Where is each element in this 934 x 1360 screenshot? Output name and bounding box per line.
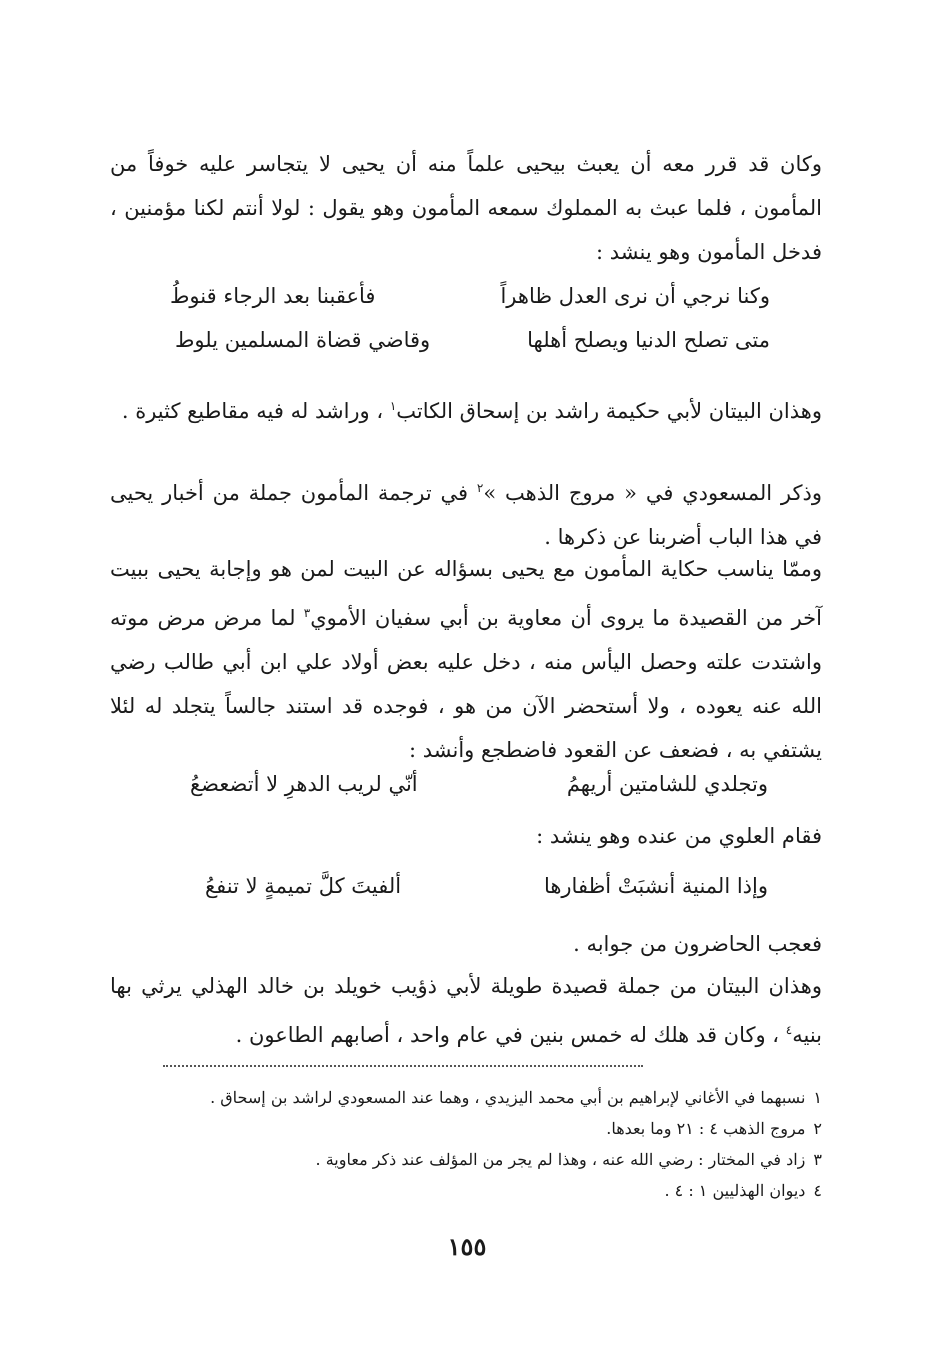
footnote-1-text: نسبهما في الأغاني لإبراهيم بن أبي محمد اليزيدي ، وهما عند المسعودي لراشد بن إسحاق .	[210, 1088, 806, 1107]
footnote-ref-1: ١	[389, 399, 397, 413]
footnote-ref-2: ٢	[476, 481, 484, 495]
verse-4	[205, 864, 768, 908]
paragraph-5	[110, 814, 822, 858]
verse-1	[170, 274, 770, 318]
paragraph-4	[110, 547, 822, 772]
verse-4-second-hemistich: ألفيتَ كلَّ تميمةٍ لا تنفعُ	[205, 874, 402, 898]
footnote-2	[150, 1113, 822, 1144]
paragraph-3-text-end: في ترجمة المأمون جملة من أخبار يحيى في هذا الباب أضربنا عن ذكرها .	[110, 481, 822, 549]
paragraph-7-text: وهذان البيتان من جملة قصيدة طويلة لأبي ذؤيب خويلد بن خالد الهذلي يرثي بها بنيه	[110, 974, 822, 1047]
verse-2	[175, 318, 770, 362]
paragraph-2	[110, 384, 822, 433]
footnote-1	[150, 1082, 822, 1113]
paragraph-2-text: وهذان البيتان لأبي حكيمة راشد بن إسحاق الكاتب	[396, 399, 822, 423]
footnotes	[150, 1082, 822, 1206]
footnote-ref-4: ٤	[785, 1023, 793, 1037]
footnote-2-text: مروج الذهب ٤ : ٢١ وما بعدها.	[606, 1119, 806, 1138]
verse-3	[190, 762, 768, 806]
footnote-1-number: ١	[813, 1088, 822, 1107]
paragraph-3-text: وذكر المسعودي في « مروج الذهب »	[483, 481, 822, 505]
paragraph-7	[110, 964, 822, 1057]
footnote-4	[150, 1175, 822, 1206]
footnote-ref-3: ٣	[303, 606, 311, 620]
paragraph-6	[110, 922, 822, 966]
footnote-3	[150, 1144, 822, 1175]
paragraph-5-text: فقام العلوي من عنده وهو ينشد :	[536, 824, 822, 848]
verse-1-first-hemistich: وكنا نرجي أن نرى العدل ظاهراً	[500, 284, 770, 308]
paragraph-4-text-end: لما مرض مرض موته واشتدت علته وحصل اليأس منه ، دخل عليه بعض أولاد علي ابن أبي طالب رضي الله عنه يعوده ، ولا أستحضر الآن من هو ، فوجده قد استند جالساً يتجلد له لئلا يشتفي به ، فضعف عن القعود فاضطجع وأنشد :	[110, 606, 822, 762]
paragraph-3	[110, 466, 822, 559]
footnote-3-number: ٣	[813, 1150, 822, 1169]
verse-3-first-hemistich: وتجلدي للشامتين أريهمُ	[566, 772, 768, 796]
verse-2-second-hemistich: وقاضي قضاة المسلمين يلوط	[175, 328, 431, 352]
verse-2-first-hemistich: متى تصلح الدنيا ويصلح أهلها	[527, 328, 770, 352]
paragraph-2-text-end: ، وراشد له فيه مقاطيع كثيرة .	[121, 399, 390, 423]
paragraph-1	[110, 142, 822, 274]
verse-3-second-hemistich: أنّي لريب الدهرِ لا أتضعضعُ	[190, 772, 418, 796]
page-number: ١٥٥	[447, 1232, 487, 1261]
footnote-2-number: ٢	[813, 1119, 822, 1138]
paragraph-6-text: فعجب الحاضرون من جوابه .	[573, 932, 822, 956]
verse-1-second-hemistich: فأعقبنا بعد الرجاء قنوطُ	[170, 284, 376, 308]
paragraph-4-text: وممّا يناسب حكاية المأمون مع يحيى بسؤاله عن البيت لمن هو وإجابة يحيى ببيت آخر من القصيدة ما يروى أن معاوية بن أبي سفيان الأموي	[110, 557, 822, 630]
verse-4-first-hemistich: وإذا المنية أنشبَتْ أظفارها	[543, 874, 768, 898]
paragraph-1-text: وكان قد قرر معه أن يعبث بيحيى علماً منه أن يحيى لا يتجاسر عليه خوفاً من المأمون ، فلما عبث به المملوك سمعه المأمون وهو يقول : لولا أنتم لكنا مؤمنين ، فدخل المأمون وهو ينشد :	[110, 152, 822, 264]
footnote-4-text: ديوان الهذليين ١ : ٤ .	[664, 1181, 806, 1200]
footnote-3-text: زاد في المختار : رضي الله عنه ، وهذا لم يجر من المؤلف عند ذكر معاوية .	[315, 1150, 806, 1169]
footnote-4-number: ٤	[813, 1181, 822, 1200]
footnote-separator	[163, 1065, 643, 1067]
paragraph-7-text-end: ، وكان قد هلك له خمس بنين في عام واحد ، أصابهم الطاعون .	[235, 1023, 786, 1047]
